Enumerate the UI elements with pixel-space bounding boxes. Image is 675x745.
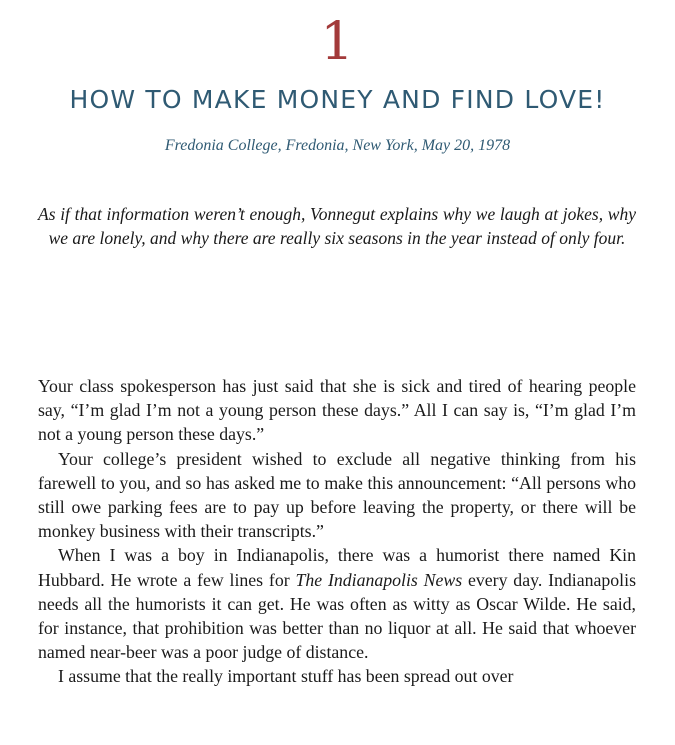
paragraph-3-text-a: When I was a boy in Indianapolis, there was a humorist there named Kin Hubbard. He wrote a few lines for	[38, 545, 636, 590]
chapter-title: HOW TO MAKE MONEY AND FIND LOVE!	[69, 85, 606, 114]
chapter-number: 1	[320, 12, 355, 72]
paragraph-1: Your class spokesperson has just said that she is sick and tired of hearing people say, “I’m glad I’m not a young person these days.” All I can say is, “I’m glad I’m not a young person these days.”	[38, 376, 636, 445]
paragraph-4: I assume that the really important stuff has been spread out over	[58, 666, 514, 687]
paragraph-3	[38, 543, 636, 664]
paragraph-3-text-b: every day. Indianapolis needs all the humorists it can get. He was often as witty as Oscar Wilde. He said, for instance, that prohibition was better than no liquor at all. He said that whoever named near-beer was a poor judge of distance.	[38, 569, 636, 663]
chapter-intro: As if that information weren’t enough, Vonnegut explains why we laugh at jokes, why we are lonely, and why there are really six seasons in the year instead of only four.	[38, 204, 636, 248]
chapter-dateline: Fredonia College, Fredonia, New York, May 20, 1978	[164, 137, 511, 154]
paragraph-2: Your college’s president wished to exclude all negative thinking from his farewell to you, and so has asked me to make this announcement: “All persons who still owe parking fees are to pay up before leaving the property, or there will be monkey business with their transcripts.”	[38, 448, 636, 542]
newspaper-title: The Indianapolis News	[295, 569, 463, 590]
body-text	[38, 374, 636, 689]
